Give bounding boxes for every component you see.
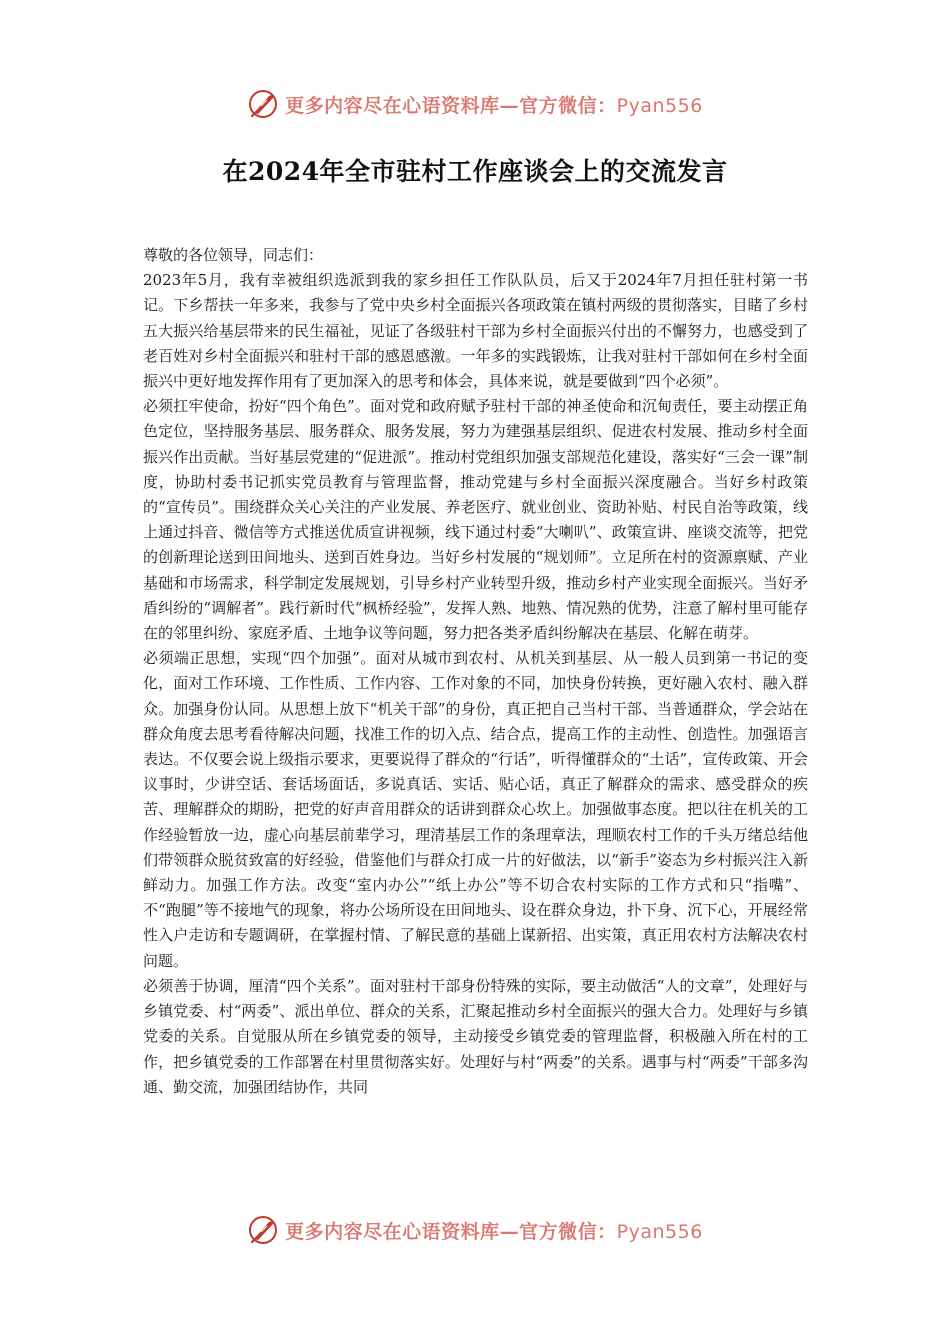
watermark-text: 更多内容尽在心语资料库—官方微信：Pyan556 — [285, 1220, 703, 1243]
quill-logo-icon — [247, 88, 279, 120]
paragraph: 必须端正思想，实现“四个加强”。面对从城市到农村、从机关到基层、从一般人员到第一书记的变化，面对工作环境、工作性质、工作内容、工作对象的不同，加快身份转换，更好融入农村、融入群众。加强身份认同。从思想上放下“机关干部”的身份，真正把自己当村干部、当普通群众，学会站在群众角度去思考看待解决问题，找准工作的切入点、结合点，提高工作的主动性、创造性。加强语言表达。不仅要会说上级指示要求，更要说得了群众的“行话”，听得懂群众的“土话”，宣传政策、开会议事时，少讲空话、套话场面话，多说真话、实话、贴心话，真正了解群众的需求、感受群众的疾苦、理解群众的期盼，把党的好声音用群众的话讲到群众心坎上。加强做事态度。把以往在机关的工作经验暂放一边，虚心向基层前辈学习，理清基层工作的条理章法，理顺农村工作的千头万绪总结他们带领群众脱贫致富的好经验，借鉴他们与群众打成一片的好做法，以“新手”姿态为乡村振兴注入新鲜动力。加强工作方法。改变“室内办公”“纸上办公”等不切合农村实际的工作方式和只“指嘴”、不“跑腿”等不接地气的现象，将办公场所设在田间地头、设在群众身边，扑下身、沉下心，开展经常性入户走访和专题调研，在掌握村情、了解民意的基础上谋新招、出实策，真正用农村方法解决农村问题。 — [143, 649, 808, 970]
document-body — [143, 243, 808, 1100]
paragraph: 必须善于协调，厘清“四个关系”。面对驻村干部身份特殊的实际，要主动做活“人的文章”，处理好与乡镇党委、村“两委”、派出单位、群众的关系，汇聚起推动乡村全面振兴的强大合力。处理好与乡镇党委的关系。自觉服从所在乡镇党委的领导，主动接受乡镇党委的管理监督，积极融入所在村的工作，把乡镇党委的工作部署在村里贯彻落实好。处理好与村“两委”的关系。遇事与村“两委”干部多沟通、勤交流，加强团结协作，共同 — [143, 976, 808, 1096]
wechat-id: Pyan556 — [616, 1220, 703, 1243]
document-title: 在2024年全市驻村工作座谈会上的交流发言 — [222, 157, 728, 186]
wechat-id: Pyan556 — [616, 94, 703, 117]
quill-logo-icon — [247, 1214, 279, 1246]
paragraph: 必须扛牢使命，扮好“四个角色”。面对党和政府赋予驻村干部的神圣使命和沉甸责任，要主动摆正角色定位，坚持服务基层、服务群众、服务发展，努力为建强基层组织、促进农村发展、推动乡村全面振兴作出贡献。当好基层党建的“促进派”。推动村党组织加强支部规范化建设，落实好“三会一课”制度，协助村委书记抓实党员教育与管理监督，推动党建与乡村全面振兴深度融合。当好乡村政策的“宣传员”。围绕群众关心关注的产业发展、养老医疗、就业创业、资助补贴、村民自治等政策，线上通过抖音、微信等方式推送优质宣讲视频，线下通过村委“大喇叭”、政策宣讲、座谈交流等，把党的创新理论送到田间地头、送到百姓身边。当好乡村发展的“规划师”。立足所在村的资源禀赋、产业基础和市场需求，科学制定发展规划，引导乡村产业转型升级，推动乡村产业实现全面振兴。当好矛盾纠纷的“调解者”。践行新时代“枫桥经验”，发挥人熟、地熟、情况熟的优势，注意了解村里可能存在的邻里纠纷、家庭矛盾、土地争议等问题，努力把各类矛盾纠纷解决在基层、化解在萌芽。 — [143, 397, 808, 643]
salutation: 尊敬的各位领导，同志们： — [143, 246, 324, 264]
paragraph: 2023年5月，我有幸被组织选派到我的家乡担任工作队队员，后又于2024年7月担任驻村第一书记。下乡帮扶一年多来，我参与了党中央乡村全面振兴各项政策在镇村两级的贯彻落实，目睹了乡村五大振兴给基层带来的民生福祉，见证了各级驻村干部为乡村全面振兴付出的不懈努力，也感受到了老百姓对乡村全面振兴和驻村干部的感恩感激。一年多的实践锻炼，让我对驻村干部如何在乡村全面振兴中更好地发挥作用有了更加深入的思考和体会，具体来说，就是要做到“四个必须”。 — [143, 271, 808, 391]
watermark-header — [0, 84, 950, 124]
watermark-text: 更多内容尽在心语资料库—官方微信：Pyan556 — [285, 94, 703, 117]
watermark-footer — [0, 1210, 950, 1250]
